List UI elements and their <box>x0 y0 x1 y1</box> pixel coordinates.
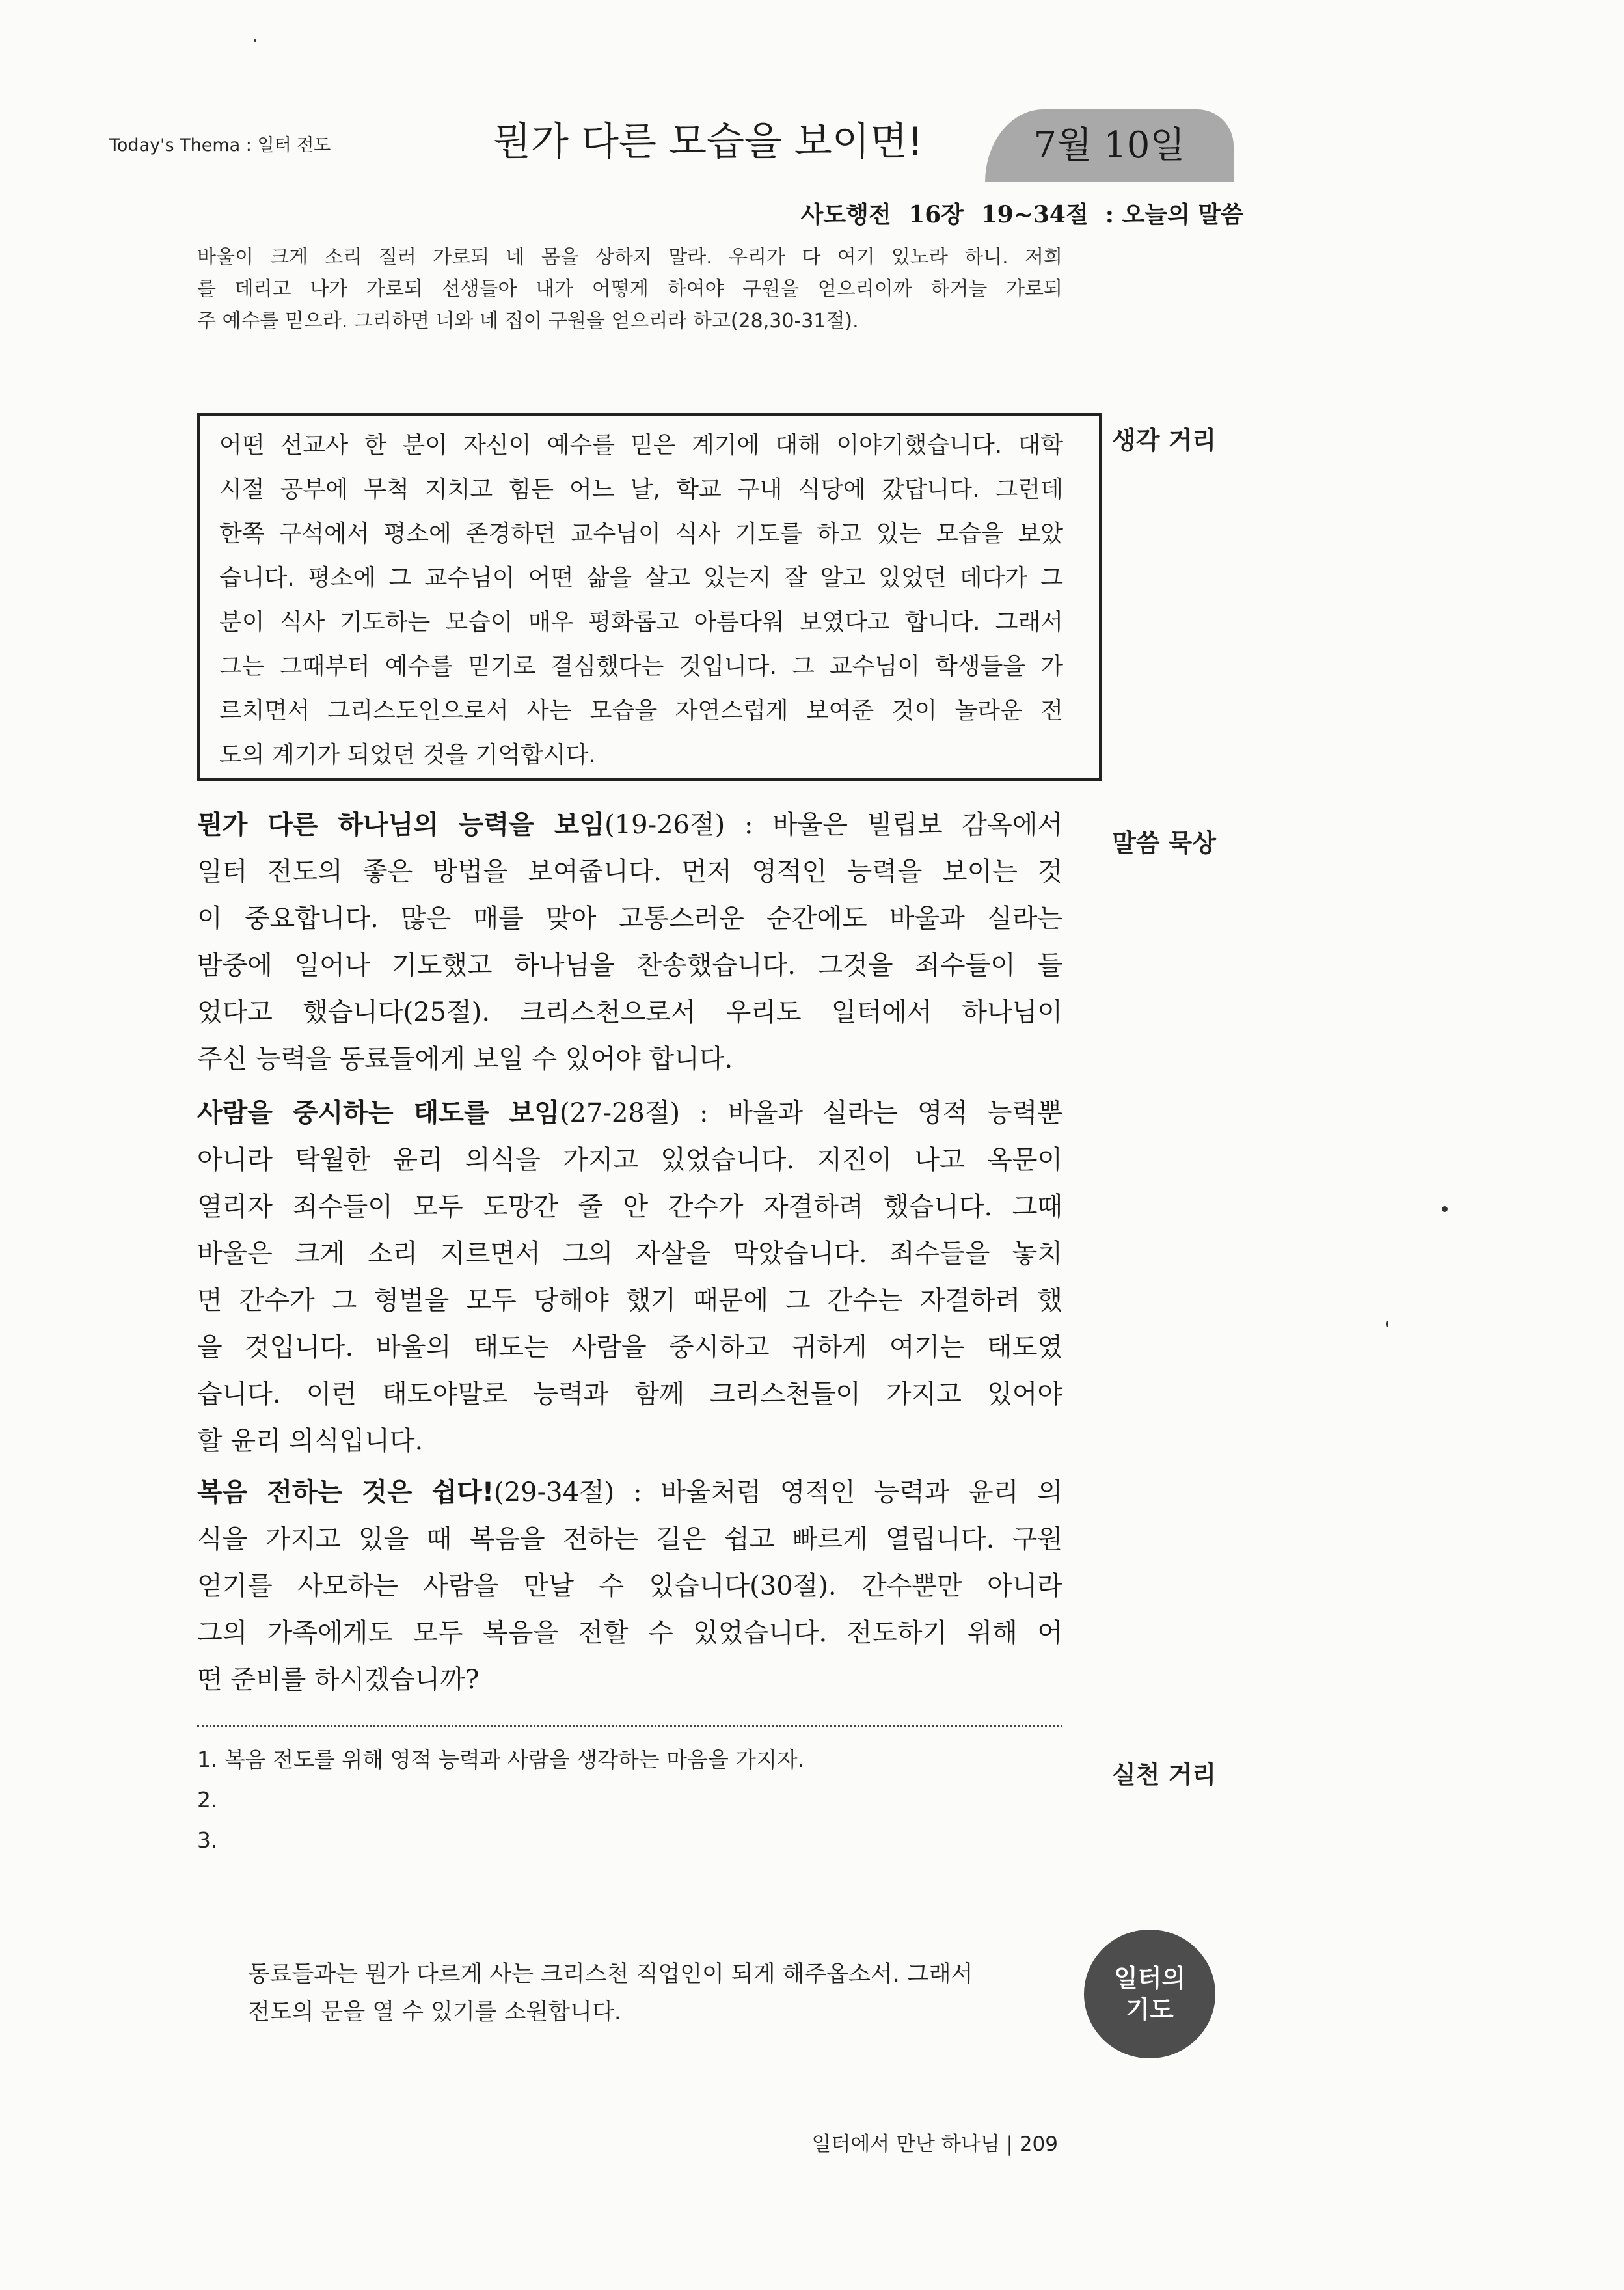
story-line: 습니다. 평소에 그 교수님이 어떤 삶을 살고 있는지 잘 알고 있었던 데다가 그 <box>219 565 1063 591</box>
prayer-text <box>248 1956 1068 2031</box>
paragraph-first-line <box>197 801 1062 848</box>
story-line: 르치면서 그리스도인으로서 사는 모습을 자연스럽게 보여준 것이 놀라운 전 <box>219 697 1063 724</box>
paragraph-text: (29-34절) : 바울처럼 영적인 능력과 윤리 의 <box>494 1477 1062 1507</box>
prayer-badge-line: 일터의 <box>1113 1964 1186 1993</box>
scan-speck <box>1386 1321 1388 1327</box>
page-footer: 일터에서 만난 하나님 | 209 <box>811 2133 1058 2156</box>
prayer-badge <box>1084 1930 1215 2058</box>
practice-item: 2. <box>197 1787 218 1812</box>
paragraph-line: 할 윤리 의식입니다. <box>197 1426 424 1456</box>
side-label-meditate: 말씀 묵상 <box>1112 828 1217 857</box>
page-title: 뭔가 다른 모습을 보이면! <box>493 119 923 165</box>
prayer-badge-line: 기도 <box>1126 1995 1174 2024</box>
paragraph-line: 습니다. 이런 태도야말로 능력과 함께 크리스천들이 가지고 있어야 <box>197 1379 1062 1409</box>
date-text: 7월 10일 <box>1033 124 1185 167</box>
scripture-line: 주 예수를 믿으라. 그리하면 너와 네 집이 구원을 얻으리라 하고(28,30-31절). <box>197 310 859 332</box>
dotted-divider <box>197 1725 1062 1727</box>
story-line: 도의 계기가 되었던 것을 기억합시다. <box>219 742 596 768</box>
practice-list <box>197 1740 1062 1861</box>
side-label-think: 생각 거리 <box>1112 425 1217 455</box>
paragraph-heading: 복음 전하는 것은 쉽다! <box>197 1477 494 1507</box>
story-line: 분이 식사 기도하는 모습이 매우 평화롭고 아름다워 보였다고 합니다. 그래서 <box>219 609 1063 636</box>
story-line: 어떤 선교사 한 분이 자신이 예수를 믿은 계기에 대해 이야기했습니다. 대학 <box>219 432 1063 459</box>
paragraph-text: (19-26절) : 바울은 빌립보 감옥에서 <box>604 810 1062 840</box>
story-box <box>197 413 1102 781</box>
meditation-paragraph-2 <box>197 1090 1062 1464</box>
scan-speck <box>1442 1206 1448 1212</box>
scripture-reference <box>801 199 1243 230</box>
paragraph-line: 떤 준비를 하시겠습니까? <box>197 1665 480 1695</box>
practice-item: 3. <box>197 1827 218 1853</box>
story-line: 그는 그때부터 예수를 믿기로 결심했다는 것입니다. 그 교수님이 학생들을 가 <box>219 653 1063 680</box>
paragraph-line: 바울은 크게 소리 지르면서 그의 자살을 막았습니다. 죄수들을 놓치 <box>197 1239 1062 1269</box>
practice-item: 1. 복음 전도를 위해 영적 능력과 사람을 생각하는 마음을 가지자. <box>197 1747 805 1772</box>
scripture-reference-label: : 오늘의 말씀 <box>1105 201 1243 228</box>
side-label-practice: 실천 거리 <box>1112 1760 1217 1789</box>
paragraph-line: 밤중에 일어나 기도했고 하나님을 찬송했습니다. 그것을 죄수들이 들 <box>197 950 1062 980</box>
story-line: 한쪽 구석에서 평소에 존경하던 교수님이 식사 기도를 하고 있는 모습을 보았 <box>219 520 1063 547</box>
scripture-line: 를 데리고 나가 가로되 선생들아 내가 어떻게 하여야 구원을 얻으리이까 하거늘 가로되 <box>197 278 1062 301</box>
theme-label: Today's Thema : 일터 전도 <box>109 135 331 155</box>
scripture-passage <box>197 241 1062 337</box>
prayer-line: 전도의 문을 열 수 있기를 소원합니다. <box>248 1999 621 2025</box>
scripture-reference-text: 사도행전 16장 19~34절 <box>800 201 1089 228</box>
paragraph-line: 었다고 했습니다(25절). 크리스천으로서 우리도 일터에서 하나님이 <box>197 997 1062 1027</box>
paragraph-heading: 사람을 중시하는 태도를 보임 <box>197 1098 560 1128</box>
meditation-paragraph-1 <box>197 801 1062 1083</box>
paragraph-line: 아니라 탁월한 윤리 의식을 가지고 있었습니다. 지진이 나고 옥문이 <box>197 1145 1062 1175</box>
paragraph-line: 면 간수가 그 형벌을 모두 당해야 했기 때문에 그 간수는 자결하려 했 <box>197 1286 1062 1315</box>
scripture-line: 바울이 크게 소리 질러 가로되 네 몸을 상하지 말라. 우리가 다 여기 있노라 하니. 저희 <box>197 246 1062 269</box>
date-tab <box>985 109 1234 182</box>
paragraph-line: 열리자 죄수들이 모두 도망간 줄 안 간수가 자결하려 했습니다. 그때 <box>197 1192 1062 1222</box>
story-line: 시절 공부에 무척 지치고 힘든 어느 날, 학교 구내 식당에 갔답니다. 그런데 <box>219 476 1063 503</box>
paragraph-text: (27-28절) : 바울과 실라는 영적 능력뿐 <box>559 1098 1062 1128</box>
paragraph-line: 을 것입니다. 바울의 태도는 사람을 중시하고 귀하게 여기는 태도였 <box>197 1332 1062 1362</box>
prayer-line: 동료들과는 뭔가 다르게 사는 크리스천 직업인이 되게 해주옵소서. 그래서 <box>248 1961 973 1987</box>
paragraph-line: 식을 가지고 있을 때 복음을 전하는 길은 쉽고 빠르게 열립니다. 구원 <box>197 1524 1062 1554</box>
paragraph-first-line <box>197 1469 1062 1516</box>
scan-speck <box>254 39 256 42</box>
paragraph-line: 일터 전도의 좋은 방법을 보여줍니다. 먼저 영적인 능력을 보이는 것 <box>197 857 1062 887</box>
paragraph-first-line <box>197 1090 1062 1137</box>
meditation-paragraph-3 <box>197 1469 1062 1703</box>
story-text <box>219 424 1063 777</box>
paragraph-line: 주신 능력을 동료들에게 보일 수 있어야 합니다. <box>197 1044 733 1074</box>
paragraph-heading: 뭔가 다른 하나님의 능력을 보임 <box>197 810 605 840</box>
paragraph-line: 그의 가족에게도 모두 복음을 전할 수 있었습니다. 전도하기 위해 어 <box>197 1618 1062 1648</box>
paragraph-line: 얻기를 사모하는 사람을 만날 수 있습니다(30절). 간수뿐만 아니라 <box>197 1571 1062 1601</box>
paragraph-line: 이 중요합니다. 많은 매를 맞아 고통스러운 순간에도 바울과 실라는 <box>197 904 1062 934</box>
